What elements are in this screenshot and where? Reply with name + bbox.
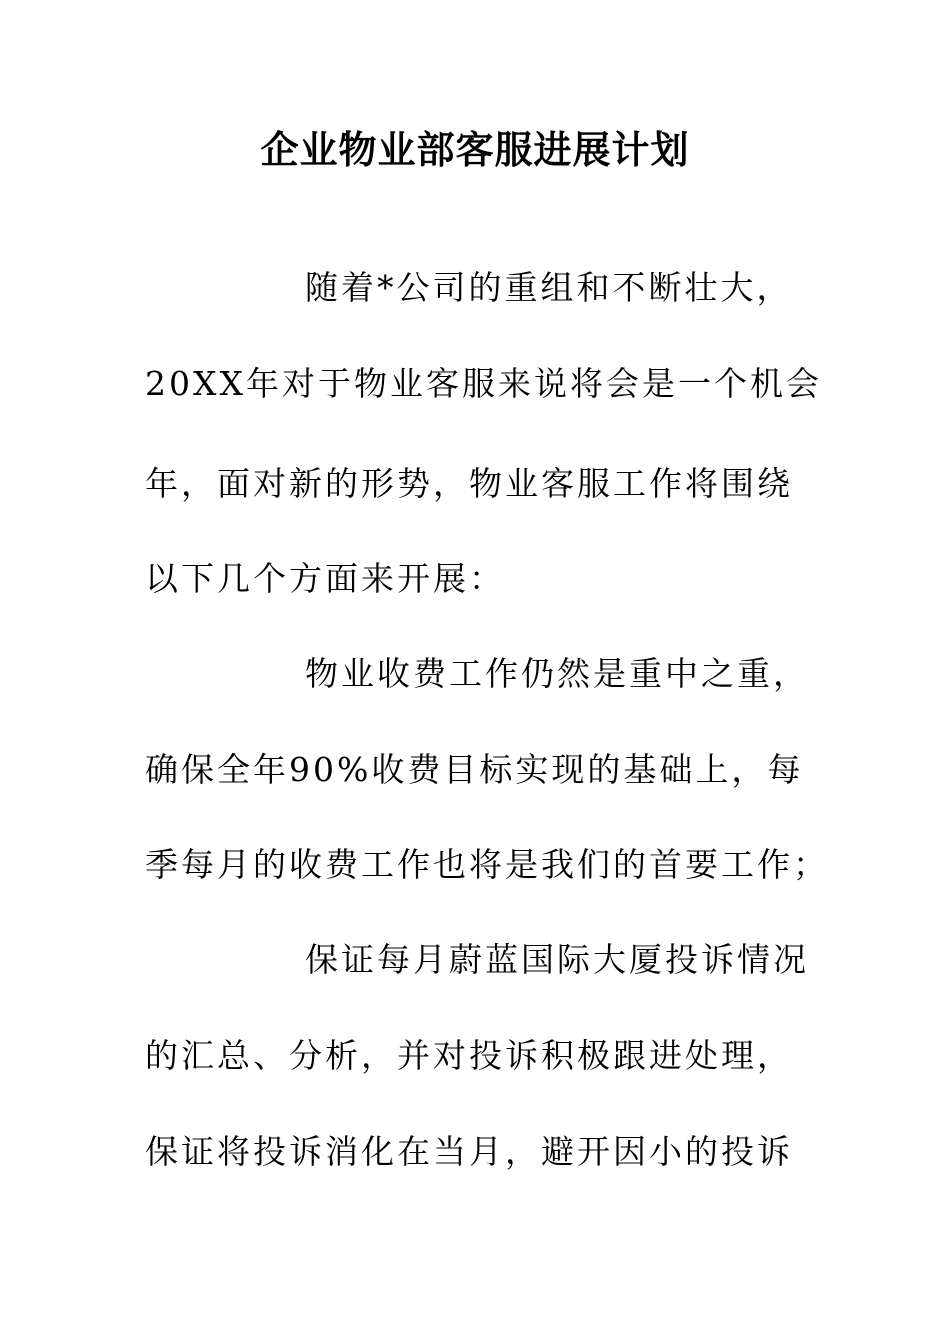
paragraph-1-line-3: 年，面对新的形势，物业客服工作将围绕 — [145, 464, 793, 503]
paragraph-1-line-4: 以下几个方面来开展： — [145, 559, 505, 598]
paragraph-2-line-2: 确保全年90%收费目标实现的基础上，每 — [145, 750, 804, 789]
paragraph-2-line-3: 季每月的收费工作也将是我们的首要工作； — [145, 845, 829, 884]
paragraph-1-line-1: 随着*公司的重组和不断壮大， — [305, 268, 793, 307]
paragraph-3-line-3: 保证将投诉消化在当月，避开因小的投诉 — [145, 1132, 793, 1171]
paragraph-1-line-2: 20XX年对于物业客服来说将会是一个机会 — [145, 364, 822, 403]
paragraph-2-line-1: 物业收费工作仍然是重中之重， — [305, 654, 809, 693]
document-title: 企业物业部客服进展计划 — [260, 128, 690, 172]
paragraph-3-line-1: 保证每月蔚蓝国际大厦投诉情况 — [305, 940, 809, 979]
paragraph-3-line-2: 的汇总、分析，并对投诉积极跟进处理， — [145, 1036, 793, 1075]
